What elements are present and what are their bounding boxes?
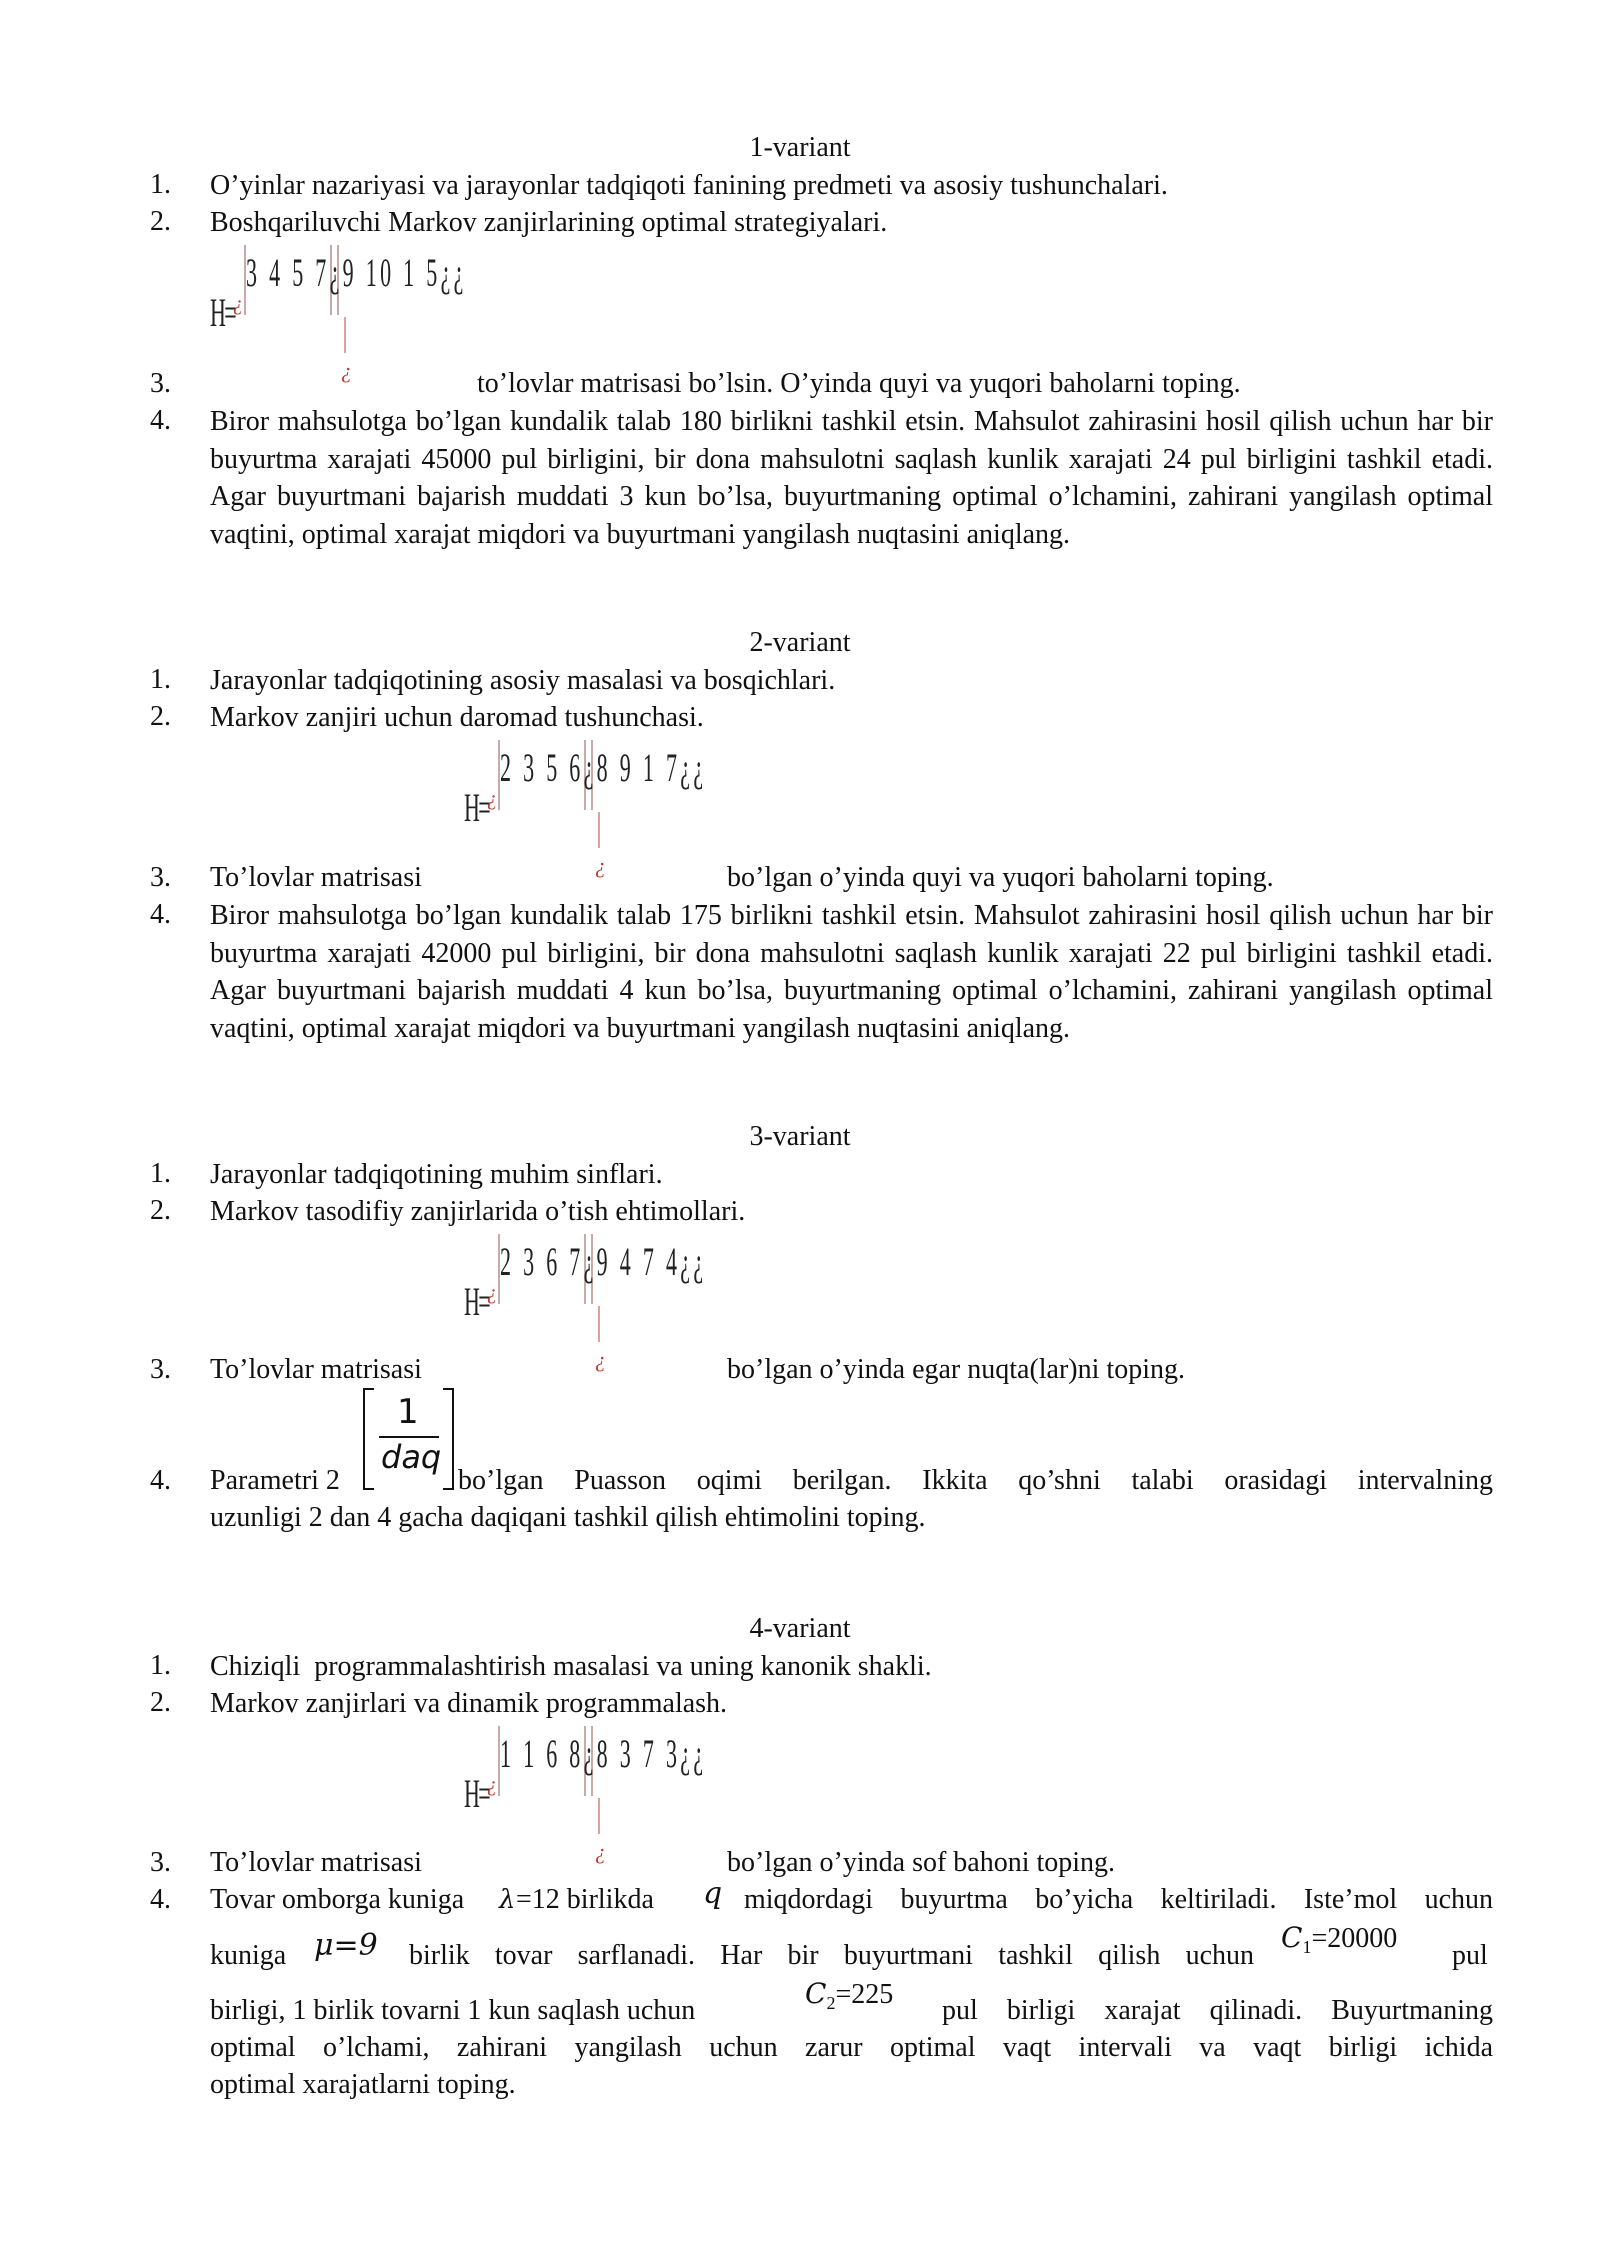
v1-q4-number: 4.: [150, 405, 171, 436]
v4-q4-line3-a: birligi, 1 birlik tovarni 1 kun saqlash uchun: [210, 1995, 696, 2026]
v4-q2-number: 2.: [150, 1687, 171, 1718]
rate-unit-fraction: [363, 1388, 453, 1488]
v4-q4-line2-b: birlik tovar sarflanadi. Har bir buyurtmani tashkil qilish uchun: [409, 1940, 1254, 1971]
v3-q3-number: 3.: [150, 1354, 171, 1385]
v4-q3-number: 3.: [150, 1847, 171, 1878]
mu-expression: μ=9: [314, 1928, 378, 1963]
v2-q3-lead: To’lovlar matrisasi: [210, 862, 422, 893]
matrix-values: 3 4 5 7¿9 10 1 5¿¿: [246, 250, 467, 295]
v4-q3-text: bo’lgan o’yinda sof bahoni toping.: [727, 1847, 1116, 1878]
v4-q2-text: Markov zanjirlari va dinamik programmalash.: [210, 1688, 728, 1719]
v3-q3-text: bo’lgan o’yinda egar nuqta(lar)ni toping.: [727, 1354, 1185, 1385]
v4-q4-line2-c: pul: [1452, 1940, 1488, 1971]
v4-q4-line1-b: =12 birlikda: [516, 1884, 654, 1915]
v4-q4-line1-c: miqdordagi buyurtma bo’yicha keltiriladi. Iste’mol uchun: [744, 1884, 1493, 1915]
v3-q4-text-first: bo’lgan Puasson oqimi berilgan. Ikkita qo’shni talabi orasidagi intervalning: [458, 1465, 1493, 1496]
v2-q4-number: 4.: [150, 899, 171, 930]
v2-q2-number: 2.: [150, 701, 171, 732]
matrix-lower-mark: ¿: [595, 853, 606, 878]
v2-q3-text: bo’lgan o’yinda quyi va yuqori baholarni toping.: [727, 862, 1274, 893]
v3-q1-text: Jarayonlar tadqiqotining muhim sinflari.: [210, 1159, 663, 1190]
matrix-label: H=: [464, 1771, 489, 1816]
v2-q3-number: 3.: [150, 862, 171, 893]
matrix-values: 2 3 5 6¿8 9 1 7¿¿: [500, 745, 707, 790]
v4-q4-line1-a: Tovar omborga kuniga: [210, 1884, 465, 1915]
matrix-label: H=: [210, 290, 235, 335]
variant-3-title: 3-variant: [749, 1121, 851, 1152]
lambda-symbol: λ: [499, 1885, 516, 1915]
v1-q4-text: Biror mahsulotga bo’lgan kundalik talab 180 birlikni tashkil etsin. Mahsulot zahirasini hosil qilish uchun har bir buyurtma xarajati 45000 pul birligini, bir dona mahsulotni saqlash kunlik xarajati 24 pul birligini tashkil etadi. Agar buyurtmani bajarish muddati 3 kun bo’lsa, buyurtmaning optimal o’lchamini, zahirani yangilash optimal vaqtini, optimal xarajat miqdori va buyurtmani yangilash nuqtasini aniqlang.: [210, 406, 1493, 550]
matrix-label: H=: [464, 785, 489, 830]
v1-payoff-matrix: [210, 245, 467, 383]
v4-q1-text: Chiziqli programmalashtirish masalasi va uning kanonik shakli.: [210, 1651, 932, 1682]
matrix-values: 2 3 6 7¿9 4 7 4¿¿: [500, 1239, 707, 1284]
v1-q1-number: 1.: [150, 169, 171, 200]
variant-2-title: 2-variant: [749, 627, 851, 658]
v3-q4-number: 4.: [150, 1465, 171, 1496]
matrix-mark: ¿: [487, 1282, 497, 1304]
c1-expression: $C_1=20000$: [1281, 1921, 1398, 1957]
v3-q4-lead: Parametri 2: [210, 1465, 340, 1496]
matrix-mark: ¿: [233, 293, 243, 315]
v1-q2-number: 2.: [150, 206, 171, 237]
fraction-numerator: 1: [397, 1392, 419, 1432]
v1-q2-text: Boshqariluvchi Markov zanjirlarining optimal strategiyalari.: [210, 207, 888, 238]
v2-q2-text: Markov zanjiri uchun daromad tushunchasi.: [210, 702, 704, 733]
v3-q3-lead: To’lovlar matrisasi: [210, 1354, 422, 1385]
variant-1-title: 1-variant: [749, 132, 851, 163]
variant-4-title: 4-variant: [749, 1613, 851, 1644]
v2-q4-text: Biror mahsulotga bo’lgan kundalik talab 175 birlikni tashkil etsin. Mahsulot zahirasini hosil qilish uchun har bir buyurtma xarajati 42000 pul birligini, bir dona mahsulotni saqlash kunlik xarajati 22 pul birligini tashkil etadi. Agar buyurtmani bajarish muddati 4 kun bo’lsa, buyurtmaning optimal o’lchamini, zahirani yangilash optimal vaqtini, optimal xarajat miqdori va buyurtmani yangilash nuqtasini aniqlang.: [210, 900, 1493, 1044]
matrix-lower-mark: ¿: [595, 1839, 606, 1864]
v4-q3-lead: To’lovlar matrisasi: [210, 1847, 422, 1878]
matrix-label: H=: [464, 1279, 489, 1324]
v1-q3-number: 3.: [150, 368, 171, 399]
v4-q4-line4: optimal o’lchami, zahirani yangilash uchun zarur optimal vaqt intervali va vaqt birligi ichida: [210, 2032, 1493, 2063]
v4-payoff-matrix: [464, 1726, 707, 1864]
v3-q4-text-second: uzunligi 2 dan 4 gacha daqiqani tashkil qilish ehtimolini toping.: [210, 1502, 926, 1533]
v4-q4-line3-b: pul birligi xarajat qilinadi. Buyurtmaning: [942, 1995, 1493, 2026]
v4-q4-line5: optimal xarajatlarni toping.: [210, 2069, 516, 2100]
matrix-mark: ¿: [487, 1774, 497, 1796]
v4-q4-line2-a: kuniga: [210, 1940, 287, 1971]
matrix-lower-mark: ¿: [595, 1347, 606, 1372]
c2-expression: $C_2=225$: [805, 1977, 894, 2013]
v3-q1-number: 1.: [150, 1158, 171, 1189]
v2-payoff-matrix: [464, 740, 707, 878]
matrix-mark: ¿: [487, 788, 497, 810]
matrix-values: 1 1 6 8¿8 3 7 3¿¿: [500, 1731, 707, 1776]
q-symbol: q: [703, 1876, 723, 1911]
fraction-denominator: daq: [381, 1438, 442, 1476]
v4-q4-number: 4.: [150, 1884, 171, 1915]
matrix-lower-mark: ¿: [341, 358, 352, 383]
v2-q1-text: Jarayonlar tadqiqotining asosiy masalasi va bosqichlari.: [210, 665, 836, 696]
v4-q1-number: 1.: [150, 1650, 171, 1681]
v3-q2-number: 2.: [150, 1195, 171, 1226]
v3-q2-text: Markov tasodifiy zanjirlarida o’tish ehtimollari.: [210, 1196, 746, 1227]
v2-q1-number: 1.: [150, 664, 171, 695]
v1-q1-text: O’yinlar nazariyasi va jarayonlar tadqiqoti fanining predmeti va asosiy tushunchalari.: [210, 170, 1168, 201]
v3-payoff-matrix: [464, 1234, 707, 1372]
v1-q3-text: to’lovlar matrisasi bo’lsin. O’yinda quyi va yuqori baholarni toping.: [477, 368, 1241, 399]
